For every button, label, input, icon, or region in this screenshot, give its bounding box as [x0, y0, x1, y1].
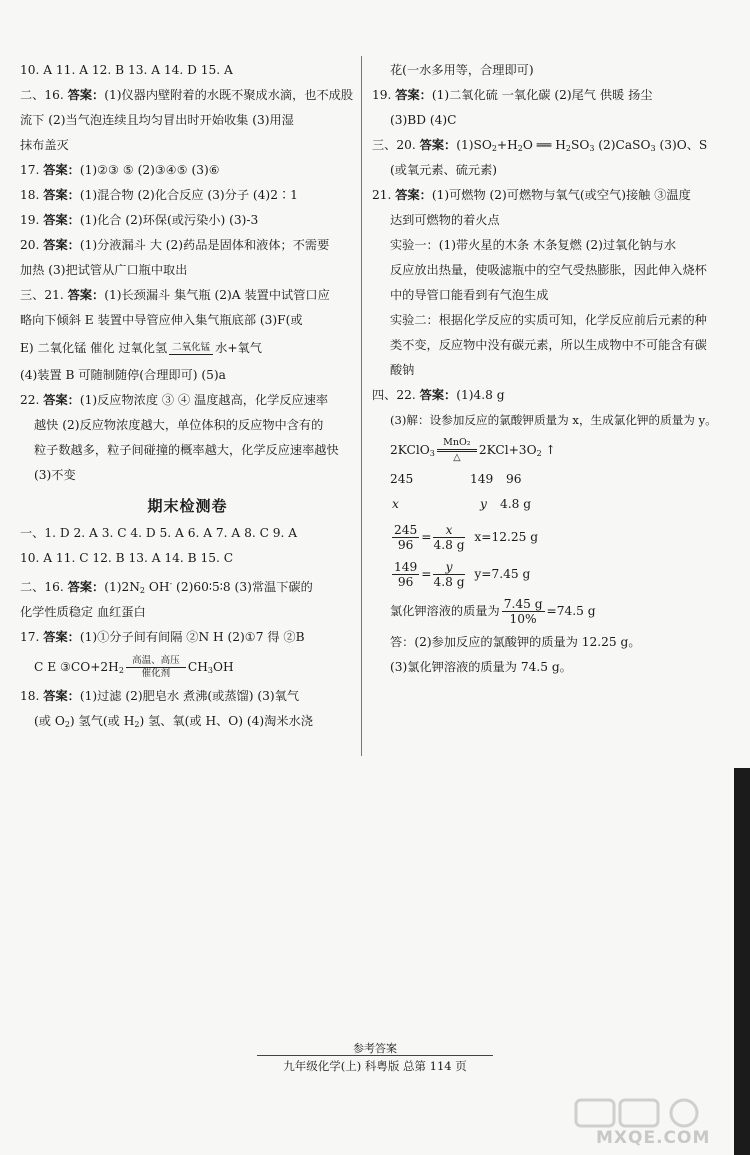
- section-title: 期末检测卷: [147, 497, 228, 515]
- answer-line: 花(一水多用等，合理即可): [390, 63, 534, 77]
- question-16-final: 二、16. 答案：$(1)2N_2$ OH- (2)60∶5∶8 (3)常温下碳的: [20, 579, 313, 596]
- watermark-text: MXQE.COM: [596, 1128, 711, 1148]
- final-answer: (3)氯化钾溶液的质量为 74.5 g。: [390, 660, 572, 674]
- solution-mass: 氯化钾溶液的质量为 $\frac{7.45 g}{10\%}$ =74.5 g: [390, 597, 596, 626]
- question-17-final: 17. 答案：(1)①分子间有间隔 ②N H (2)①7 得 ②B: [20, 630, 305, 645]
- question-19-final: 19. 答案：(1)二氧化硫 一氧化碳 (2)尾气 供暖 扬尘: [372, 88, 653, 102]
- answer-line: 10. A 11. C 12. B 13. A 14. B 15. C: [20, 551, 234, 565]
- answer-line: (3)不变: [34, 468, 76, 482]
- answer-line: 中的导管口能看到有气泡生成: [390, 288, 549, 302]
- answer-line: 略向下倾斜 E 装置中导管应伸入集气瓶底部 (3)F(或: [20, 313, 303, 327]
- answer-line: 实验一：(1)带火星的木条 木条复燃 (2)过氧化钠与水: [390, 238, 677, 252]
- answer-line: 酸钠: [390, 363, 415, 377]
- question-20: 20. 答案：(1)分液漏斗 大 (2)药品是固体和液体；不需要: [20, 238, 330, 252]
- final-answer: 答：(2)参加反应的氯酸钾的质量为 12.25 g。: [390, 635, 641, 649]
- answer-line: 一、1. D 2. A 3. C 4. D 5. A 6. A 7. A 8. C 9. A: [20, 526, 298, 540]
- reaction-arrow: MnO₂ △: [437, 437, 477, 464]
- question-21: 三、21. 答案：(1)长颈漏斗 集气瓶 (2)A 装置中试管口应: [20, 288, 330, 302]
- column-divider: [361, 56, 362, 756]
- question-18-final: 18. 答案：(1)过滤 (2)肥皂水 煮沸(或蒸馏) (3)氧气: [20, 689, 300, 704]
- answer-line: 达到可燃物的着火点: [390, 213, 500, 227]
- answer-line: (3)BD (4)C: [390, 113, 457, 127]
- answer-line: (3)解：设参加反应的氯酸钾质量为 x，生成氯化钾的质量为 y。: [390, 413, 717, 427]
- answer-line: (或氧元素、硫元素): [390, 163, 498, 177]
- answer-line: (4)装置 B 可随制随停(合理即可) (5)a: [20, 368, 226, 382]
- page-edge-shadow: [734, 768, 750, 1155]
- footer-info: 九年级化学(上) 科粤版 总第 114 页: [283, 1059, 467, 1073]
- question-20-final: 三、20. 答案：$(1)SO_2+H_2O$ ══ $H_2SO_3$ (2)CaSO$_3$ (3)O、S: [372, 138, 708, 153]
- reaction-arrow: 二氧化锰: [169, 342, 213, 355]
- proportion-x: $\frac{245}{96}$ = $\frac{x}{4.8 g}$ x=12.25 g: [394, 523, 539, 552]
- reaction-arrow: 高温、高压 催化剂: [126, 655, 186, 680]
- answer-line: 抹布盖灭: [20, 138, 69, 152]
- chemical-equation: 2KClO$_3$ MnO₂ △ $2KCl+3O_2$ ↑: [390, 437, 556, 463]
- question-21-final: 21. 答案：(1)可燃物 (2)可燃物与氧气(或空气)接触 ③温度: [372, 188, 691, 202]
- question-19: 19. 答案：(1)化合 (2)环保(或污染小) (3)-3: [20, 213, 259, 227]
- answer-line: 化学性质稳定 血红蛋白: [20, 605, 146, 620]
- question-17: 17. 答案：(1)②③ ⑤ (2)③④⑤ (3)⑥: [20, 163, 220, 177]
- answer-line: 反应放出热量，使吸滤瓶中的空气受热膨胀，因此伸入烧杯: [390, 263, 707, 277]
- answer-line: 类不变，反应物中没有碳元素，所以生成物中不可能含有碳: [390, 338, 707, 352]
- answer-line: 越快 (2)反应物浓度越大，单位体积的反应物中含有的: [34, 418, 324, 432]
- mass-ratio-row: 245 149 96: [390, 472, 522, 486]
- footer-label: 参考答案: [353, 1042, 397, 1055]
- reaction-line: E) 二氧化锰 催化 过氧化氢 二氧化锰 水+氧气: [20, 341, 262, 355]
- question-22: 22. 答案：(1)反应物浓度 ③ ④ 温度越高，化学反应速率: [20, 393, 329, 407]
- left-column: [20, 58, 355, 734]
- reaction-line: C E $③CO+2H_2$ 高温、高压 催化剂 $CH_3OH$: [34, 655, 234, 680]
- proportion-y: $\frac{149}{96}$ = $\frac{y}{4.8 g}$ y=7.45 g: [394, 560, 531, 589]
- right-column: [372, 58, 717, 680]
- answer-line: 流下 (2)当气泡连续且均匀冒出时开始收集 (3)用湿: [20, 113, 294, 127]
- answer-line: (或 $O_2$) 氢气(或 $H_2$) 氢、氧(或 H、O) (4)淘米水浇: [34, 714, 313, 730]
- answer-line: 实验二：根据化学反应的实质可知，化学反应前后元素的种: [390, 313, 707, 327]
- question-16: 二、16. 答案：(1)仪器内壁附着的水既不聚成水滴，也不成股: [20, 88, 354, 102]
- answer-line: 粒子数越多，粒子间碰撞的概率越大，化学反应速率越快: [34, 443, 339, 457]
- answer-line: 加热 (3)把试管从广口瓶中取出: [20, 263, 188, 277]
- question-18: 18. 答案：(1)混合物 (2)化合反应 (3)分子 (4)2∶1: [20, 188, 298, 202]
- answer-line: 10. A 11. A 12. B 13. A 14. D 15. A: [20, 63, 233, 77]
- footer-rule: [257, 1055, 493, 1056]
- unknowns-row: x y 4.8 g: [392, 497, 532, 511]
- question-22-final: 四、22. 答案：(1)4.8 g: [372, 388, 505, 402]
